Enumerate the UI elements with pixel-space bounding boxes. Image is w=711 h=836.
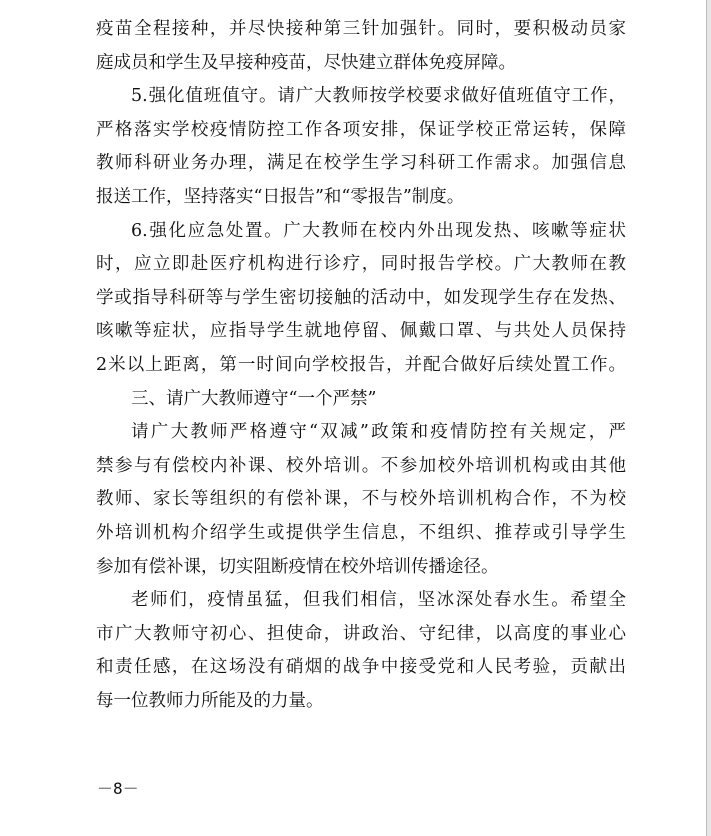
text-line: 疫苗全程接种，并尽快接种第三针加强针。同时，要积极动员家 bbox=[96, 19, 626, 39]
body-text bbox=[96, 13, 626, 718]
page-number: －8－ bbox=[97, 779, 139, 798]
text-line: 严格落实学校疫情防控工作各项安排，保证学校正常运转，保障 bbox=[96, 119, 626, 140]
page-edge-shadow bbox=[707, 0, 711, 836]
text-line: 外培训机构介绍学生或提供学生信息，不组织、推荐或引导学生 bbox=[96, 522, 626, 543]
text-line: 参加有偿补课，切实阻断疫情在校外培训传播途径。 bbox=[96, 556, 499, 577]
text-line: 报送工作，坚持落实“日报告”和“零报告”制度。 bbox=[96, 186, 465, 207]
text-line-item-5: 5.强化值班值守。请广大教师按学校要求做好值班值守工作， bbox=[131, 86, 626, 107]
text-line: 教师科研业务办理，满足在校学生学习科研工作需求。加强信息 bbox=[96, 153, 626, 174]
text-line: 咳嗽等症状，应指导学生就地停留、佩戴口罩、与共处人员保持 bbox=[96, 321, 626, 342]
text-line: 学或指导科研等与学生密切接触的活动中，如发现学生存在发热、 bbox=[96, 287, 626, 308]
text-line: 每一位教师力所能及的力量。 bbox=[96, 690, 324, 711]
text-line: 2米以上距离，第一时间向学校报告，并配合做好后续处置工作。 bbox=[96, 354, 626, 375]
text-line: 市广大教师守初心、担使命，讲政治、守纪律，以高度的事业心 bbox=[96, 623, 626, 644]
text-line-item-6: 6.强化应急处置。广大教师在校内外出现发热、咳嗽等症状 bbox=[131, 220, 626, 241]
text-line: 禁参与有偿校内补课、校外培训。不参加校外培训机构或由其他 bbox=[96, 455, 626, 476]
text-line: 庭成员和学生及早接种疫苗，尽快建立群体免疫屏障。 bbox=[96, 52, 516, 73]
text-line: 老师们，疫情虽猛，但我们相信，坚冰深处春水生。希望全 bbox=[131, 590, 626, 611]
section-heading: 三、请广大教师遵守“一个严禁” bbox=[131, 388, 377, 409]
text-line: 教师、家长等组织的有偿补课，不与校外培训机构合作，不为校 bbox=[96, 489, 626, 510]
text-line: 时，应立即赴医疗机构进行诊疗，同时报告学校。广大教师在教 bbox=[96, 254, 626, 275]
text-line: 请广大教师严格遵守“双减”政策和疫情防控有关规定，严 bbox=[131, 422, 626, 443]
text-line: 和责任感，在这场没有硝烟的战争中接受党和人民考验，贡献出 bbox=[96, 657, 626, 678]
